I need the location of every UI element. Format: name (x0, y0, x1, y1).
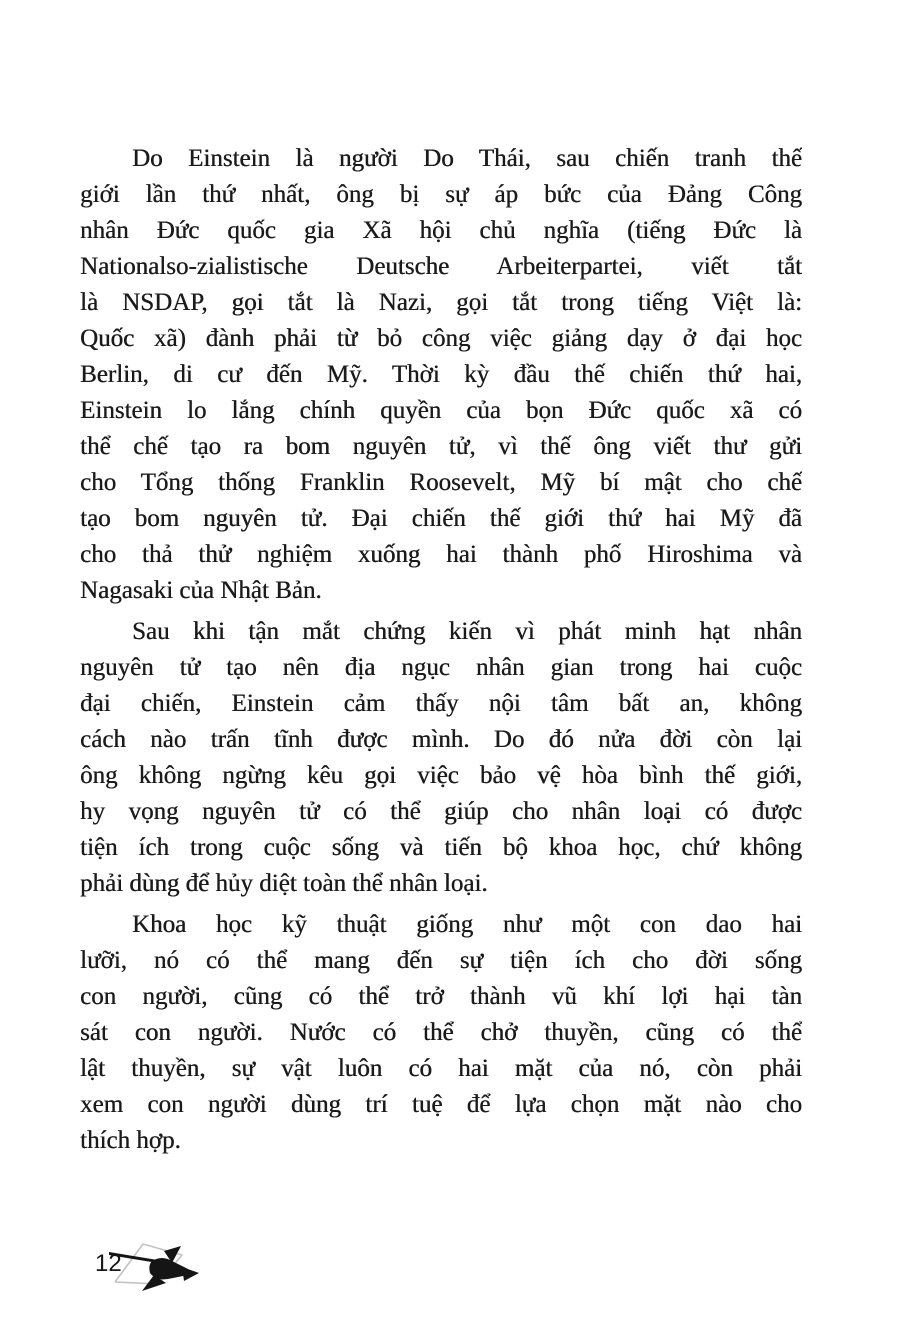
text-line: giới lần thứ nhất, ông bị sự áp bức của Đảng Công (80, 181, 802, 208)
text-line: Nationalso-zialistische Deutsche Arbeiterpartei, viết tắt (80, 253, 802, 280)
paragraph (80, 614, 802, 902)
page-footer (95, 1236, 200, 1294)
text-line: con người, cũng có thể trở thành vũ khí lợi hại tàn (80, 983, 802, 1010)
text-line: Khoa học kỹ thuật giống như một con dao hai (132, 911, 802, 938)
text-line: nhân Đức quốc gia Xã hội chủ nghĩa (tiếng Đức là (80, 217, 802, 244)
text-line: Nagasaki của Nhật Bản. (80, 577, 322, 604)
text-line: tạo bom nguyên tử. Đại chiến thế giới thứ hai Mỹ đã (80, 505, 802, 532)
text-line: lật thuyền, sự vật luôn có hai mặt của nó, còn phải (80, 1055, 802, 1082)
text-line: cho thả thử nghiệm xuống hai thành phố Hiroshima và (80, 541, 802, 568)
text-line: Sau khi tận mắt chứng kiến vì phát minh hạt nhân (132, 618, 802, 645)
text-line: tiện ích trong cuộc sống và tiến bộ khoa học, chứ không (80, 834, 802, 861)
text-line: phải dùng để hủy diệt toàn thể nhân loại. (80, 870, 488, 897)
text-line: thích hợp. (80, 1127, 181, 1154)
text-line: lưỡi, nó có thể mang đến sự tiện ích cho đời sống (80, 947, 802, 974)
text-line: nguyên tử tạo nên địa ngục nhân gian trong hai cuộc (80, 654, 802, 681)
page-number: 12 (95, 1250, 122, 1277)
text-line: hy vọng nguyên tử có thể giúp cho nhân loại có được (80, 798, 802, 825)
text-line: là NSDAP, gọi tắt là Nazi, gọi tắt trong tiếng Việt là: (80, 289, 802, 316)
text-line: cho Tổng thống Franklin Roosevelt, Mỹ bí mật cho chế (80, 469, 802, 496)
paragraph (80, 907, 802, 1159)
text-line: Berlin, di cư đến Mỹ. Thời kỳ đầu thế chiến thứ hai, (80, 361, 802, 388)
text-line: thể chế tạo ra bom nguyên tử, vì thế ông viết thư gửi (80, 433, 802, 460)
text-line: Einstein lo lắng chính quyền của bọn Đức quốc xã có (80, 397, 802, 424)
text-line: sát con người. Nước có thể chở thuyền, cũng có thể (80, 1019, 802, 1046)
text-line: Quốc xã) đành phải từ bỏ công việc giảng dạy ở đại học (80, 325, 802, 352)
paragraph (80, 141, 802, 609)
text-column (80, 141, 802, 1159)
text-line: cách nào trấn tĩnh được mình. Do đó nửa đời còn lại (80, 726, 802, 753)
text-line: Do Einstein là người Do Thái, sau chiến tranh thế (132, 145, 802, 172)
text-line: xem con người dùng trí tuệ để lựa chọn mặt nào cho (80, 1091, 802, 1118)
text-line: ông không ngừng kêu gọi việc bảo vệ hòa bình thế giới, (80, 762, 802, 789)
text-line: đại chiến, Einstein cảm thấy nội tâm bất an, không (80, 690, 802, 717)
